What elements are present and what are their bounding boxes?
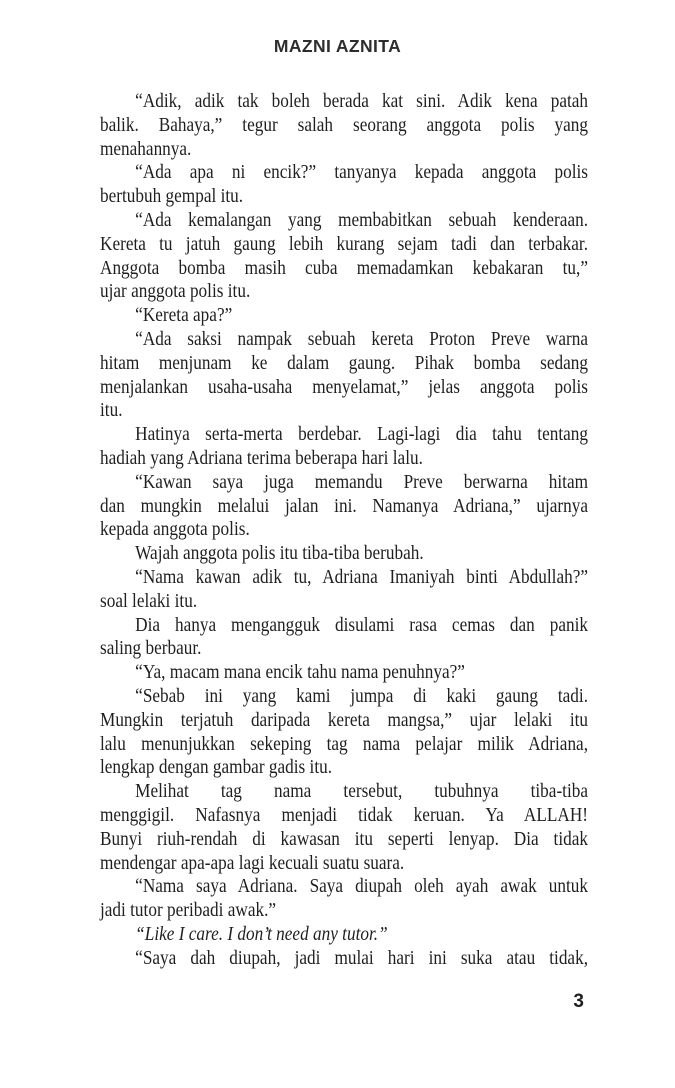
text-line: “Ada apa ni encik?” tanyanya kepada anggota polis [135,162,589,184]
text-line: Mungkin terjatuh daripada kereta mangsa,” ujar lelaki itu [100,709,589,731]
paragraph [100,566,588,614]
paragraph [100,90,588,161]
text-line: menahannya. [100,138,192,160]
text-line: soal lelaki itu. [100,590,198,612]
text-line: hadiah yang Adriana terima beberapa hari lalu. [100,447,423,469]
paragraph [100,209,588,304]
page-body [100,90,588,970]
paragraph [100,304,588,328]
text-line: Kereta tu jatuh gaung lebih kurang sejam tadi dan terbakar. [100,233,589,255]
paragraph [100,947,588,971]
text-line: “Saya dah diupah, jadi mulai hari ini suka atau tidak, [135,947,589,969]
paragraph [100,685,588,780]
paragraph [100,875,588,923]
text-line: “Nama kawan adik tu, Adriana Imaniyah binti Abdullah?” [135,566,589,588]
text-line: Melihat tag nama tersebut, tubuhnya tiba-tiba [135,781,589,803]
paragraph [100,423,588,471]
text-line: jadi tutor peribadi awak.” [100,900,277,922]
text-line: “Kawan saya juga memandu Preve berwarna hitam [135,471,589,493]
text-line: itu. [100,400,123,422]
text-line: ujar anggota polis itu. [100,281,251,303]
text-line: “Nama saya Adriana. Saya diupah oleh ayah awak untuk [135,876,589,898]
paragraph [100,542,588,566]
text-line: Dia hanya mengangguk disulami rasa cemas dan panik [135,614,589,636]
page-number: 3 [573,991,584,1012]
text-line: mendengar apa-apa lagi kecuali suatu suara. [100,852,405,874]
paragraph [100,661,588,685]
text-line: lalu menunjukkan sekeping tag nama pelajar milik Adriana, [100,733,589,755]
text-line: hitam menjunam ke dalam gaung. Pihak bomba sedang [100,352,589,374]
paragraph [100,780,588,875]
running-header: MAZNI AZNITA [273,36,402,56]
text-line: dan mungkin melalui jalan ini. Namanya Adriana,” ujarnya [100,495,589,517]
text-line: Hatinya serta-merta berdebar. Lagi-lagi dia tahu tentang [135,424,589,446]
text-line: Anggota bomba masih cuba memadamkan kebakaran tu,” [100,257,589,279]
text-line: “Ada saksi nampak sebuah kereta Proton Preve warna [135,328,589,350]
text-line: saling berbaur. [100,638,202,660]
page-number-row [100,992,584,1011]
text-line: bertubuh gempal itu. [100,186,244,208]
text-line: “Ada kemalangan yang membabitkan sebuah kenderaan. [135,209,589,231]
text-line: “Adik, adik tak boleh berada kat sini. Adik kena patah [135,91,589,112]
paragraph-italic [100,923,588,947]
paragraph [100,161,588,209]
text-line: lengkap dengan gambar gadis itu. [100,757,333,779]
text-line: Wajah anggota polis itu tiba-tiba berubah. [135,543,424,565]
text-line: kepada anggota polis. [100,519,250,541]
text-line: Bunyi riuh-rendah di kawasan itu seperti lenyap. Dia tidak [100,828,589,850]
text-line: “Ya, macam mana encik tahu nama penuhnya?” [135,662,465,684]
text-line: balik. Bahaya,” tegur salah seorang anggota polis yang [100,114,589,136]
paragraph [100,471,588,542]
text-line: “Kereta apa?” [135,305,233,327]
text-line: “Like I care. I don’t need any tutor.” [135,923,388,945]
paragraph [100,614,588,662]
text-line: menjalankan usaha-usaha menyelamat,” jelas anggota polis [100,376,589,398]
text-line: menggigil. Nafasnya menjadi tidak keruan. Ya ALLAH! [100,804,589,826]
text-line: “Sebab ini yang kami jumpa di kaki gaung tadi. [135,685,589,707]
paragraph [100,328,588,423]
